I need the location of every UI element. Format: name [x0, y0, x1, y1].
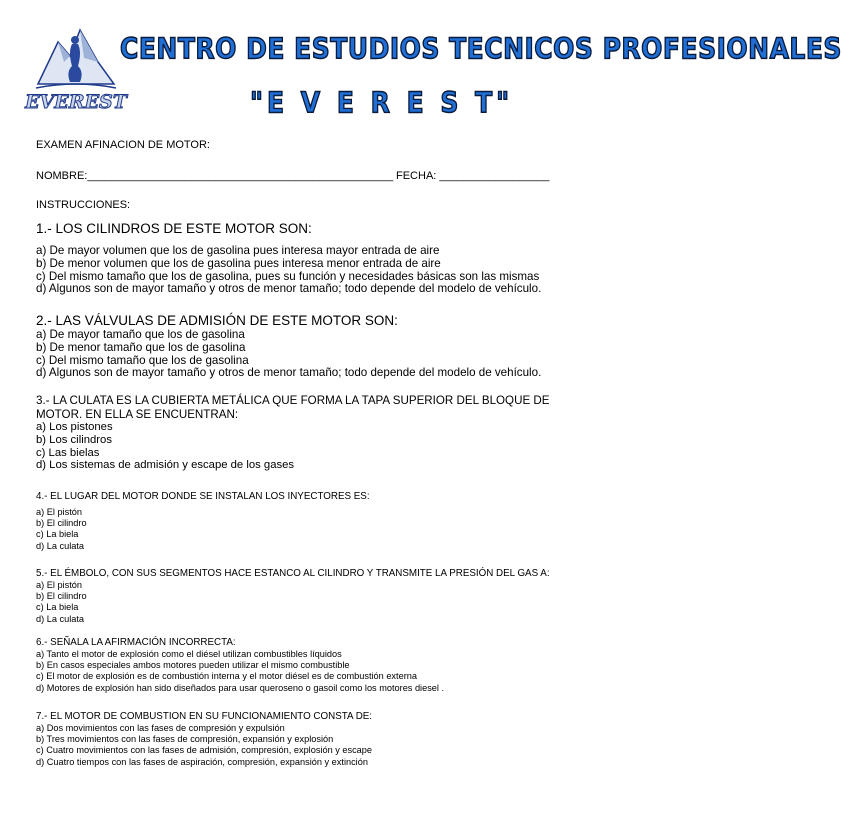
answer-option: b) Los cilindros [36, 433, 112, 446]
answer-option: b) Tres movimientos con las fases de compresión, expansión y explosión [36, 734, 334, 745]
school-subtitle: "E V E R E S T" [250, 86, 514, 120]
answer-option: b) El cilindro [36, 591, 87, 602]
question-stem: 3.- LA CULATA ES LA CUBIERTA METÁLICA QUE FORMA LA TAPA SUPERIOR DEL BLOQUE DE [36, 394, 550, 407]
question-stem: 7.- EL MOTOR DE COMBUSTION EN SU FUNCIONAMIENTO CONSTA DE: [36, 711, 373, 722]
answer-option: a) De mayor volumen que los de gasolina pues interesa mayor entrada de aire [36, 244, 440, 257]
answer-option: b) De menor tamaño que los de gasolina [36, 340, 246, 354]
answer-option: c) La biela [36, 529, 79, 540]
question-stem: 4.- EL LUGAR DEL MOTOR DONDE SE INSTALAN LOS INYECTORES ES: [36, 491, 370, 502]
question-6 [36, 637, 616, 694]
question-5 [36, 568, 616, 625]
instructions-label: INSTRUCCIONES: [36, 199, 131, 211]
answer-option: d) La culata [36, 540, 85, 551]
answer-option: a) Tanto el motor de explosión como el diésel utilizan combustibles líquidos [36, 649, 342, 659]
answer-option: a) Los pistones [36, 421, 113, 433]
question-3 [36, 394, 616, 472]
logo-text: EVEREST [25, 91, 127, 113]
answer-option: a) De mayor tamaño que los de gasolina [36, 328, 245, 341]
everest-logo [25, 22, 127, 122]
answer-option: d) Motores de explosión han sido diseñados para usar queroseno o gasoil como los motores diesel . [36, 682, 445, 693]
question-7 [36, 711, 616, 768]
question-stem: 6.- SEÑALA LA AFIRMACIÓN INCORRECTA: [36, 637, 236, 648]
question-stem: 5.- EL ÉMBOLO, CON SUS SEGMENTOS HACE ESTANCO AL CILINDRO Y TRANSMITE LA PRESIÓN DEL GAS A: [36, 568, 550, 579]
date-field: FECHA: __________________ [396, 170, 550, 182]
answer-option: c) Del mismo tamaño que los de gasolina [36, 353, 249, 367]
question-2 [36, 313, 616, 380]
question-4 [36, 491, 616, 552]
answer-option: d) Cuatro tiempos con las fases de aspiración, compresión, expansión y extinción [36, 756, 368, 767]
question-1 [36, 221, 616, 296]
answer-option: a) Dos movimientos con las fases de compresión y expulsión [36, 723, 285, 733]
answer-option: a) El pistón [36, 507, 82, 517]
answer-option: d) Algunos son de mayor tamaño y otros de menor tamaño; todo depende del modelo de vehículo. [36, 366, 542, 380]
question-stem: MOTOR. EN ELLA SE ENCUENTRAN: [36, 407, 239, 421]
answer-option: d) Algunos son de mayor tamaño y otros de menor tamaño; todo depende del modelo de vehículo. [36, 282, 542, 296]
exam-title: EXAMEN AFINACION DE MOTOR: [36, 139, 210, 151]
answer-option: c) La biela [36, 602, 79, 613]
school-name: CENTRO DE ESTUDIOS TECNICOS PROFESIONALES [120, 32, 842, 66]
answer-option: c) Cuatro movimientos con las fases de admisión, compresión, explosión y escape [36, 745, 373, 756]
name-field: NOMBRE:__________________________________________________ [36, 170, 394, 182]
question-stem: 2.- LAS VÁLVULAS DE ADMISIÓN DE ESTE MOTOR SON: [36, 313, 398, 328]
question-stem: 1.- LOS CILINDROS DE ESTE MOTOR SON: [36, 221, 312, 236]
answer-option: b) El cilindro [36, 518, 87, 529]
answer-option: c) Del mismo tamaño que los de gasolina, pues su función y necesidades básicas son las mismas [36, 269, 540, 283]
answer-option: d) La culata [36, 613, 85, 624]
answer-option: b) En casos especiales ambos motores pueden utilizar el mismo combustible [36, 660, 350, 671]
answer-option: d) Los sistemas de admisión y escape de los gases [36, 459, 295, 472]
answer-option: b) De menor volumen que los de gasolina pues interesa menor entrada de aire [36, 256, 441, 270]
answer-option: c) El motor de explosión es de combustión interna y el motor diésel es de combustión externa [36, 671, 417, 682]
answer-option: a) El pistón [36, 580, 82, 590]
answer-option: c) Las bielas [36, 446, 100, 459]
